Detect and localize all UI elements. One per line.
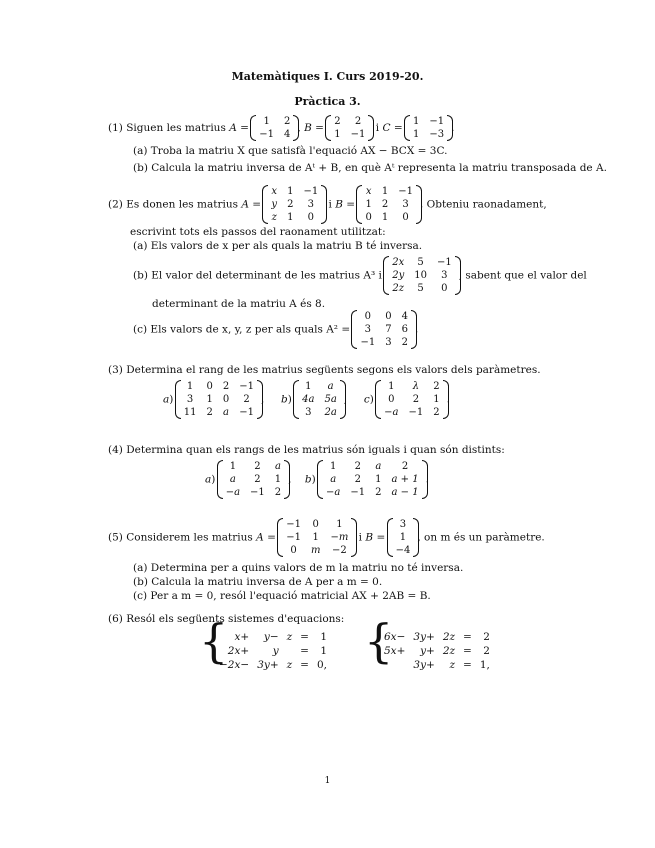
matrix-entry: 4a xyxy=(302,394,315,405)
equation-term: 3y+ xyxy=(413,631,435,643)
matrix-entry: 2 xyxy=(412,394,420,405)
matrix-entry: 0 xyxy=(364,311,372,322)
matrix-entry: 3 xyxy=(399,519,407,530)
equation-term xyxy=(380,658,409,672)
matrix-entry: 2 xyxy=(375,487,382,498)
matrix-entry: 2 xyxy=(222,381,230,392)
matrix-entry: −m xyxy=(330,532,349,543)
matrix-entry: 2 xyxy=(206,407,213,418)
matrix-B xyxy=(329,115,370,141)
matrix-entry: 1 xyxy=(365,199,372,210)
matrix-A xyxy=(254,115,295,141)
equation-term: 0, xyxy=(316,659,328,671)
problem-2c: (c) Els valors de x, y, z per als quals A² = 0 0 4 3 7 6 −1 3 2 . xyxy=(133,311,419,348)
matrix-entry: 1 xyxy=(381,186,389,197)
matrix-entry: 0 xyxy=(402,212,409,223)
equation-term: 1 xyxy=(320,631,328,643)
problem-5c: (c) Per a m = 0, resól l'equació matricial AX + 2AB = B. xyxy=(133,590,431,602)
matrix-entry: 2 xyxy=(334,116,341,127)
matrix-entry: 3 xyxy=(307,199,315,210)
matrix-entry: a − 1 xyxy=(391,487,419,498)
problem-number: (5) xyxy=(108,531,123,544)
matrix-C xyxy=(408,115,449,141)
matrix-entry: 2 xyxy=(433,381,440,392)
matrix-entry: 2a xyxy=(324,407,337,418)
matrix-2b xyxy=(387,256,457,295)
matrix-entry: −1 xyxy=(250,487,265,498)
matrix-entry: 1 xyxy=(334,129,341,140)
equation-system xyxy=(370,630,494,672)
matrix-entry: 0 xyxy=(222,394,230,405)
matrix-entry: 2x xyxy=(392,257,405,268)
matrix-entry: 2 xyxy=(354,461,361,472)
matrix-entry: 1 xyxy=(412,116,420,127)
problem-2a: (a) Els valors de x per als quals la matriu B té inversa. xyxy=(133,240,423,252)
equation-term: 3y+ xyxy=(257,659,279,671)
matrix-entry: 1 xyxy=(433,394,440,405)
problem-1a: (a) Troba la matriu X que satisfà l'equació AX − BCX = 3C. xyxy=(133,145,448,157)
matrix-entry: 1 xyxy=(305,381,312,392)
matrix-entry: a xyxy=(327,381,334,392)
problem-lead: Es donen les matrius xyxy=(126,198,238,211)
equation-term: = xyxy=(463,659,472,671)
matrix-entry: a xyxy=(223,407,229,418)
matrix-entry: −2 xyxy=(332,545,347,556)
equation-term: 2z xyxy=(442,631,456,643)
matrix-entry: 2 xyxy=(243,394,250,405)
matrix-entry: −1 xyxy=(436,257,452,268)
matrix-entry: 1 xyxy=(412,129,420,140)
equation-term: 2 xyxy=(483,645,490,657)
matrix-entry: 1 xyxy=(388,381,395,392)
problem-2b: (b) El valor del determinant de les matrius A³ i 2x 5 −1 2y 10 3 2z 5 0 , sabent que el valor del xyxy=(133,257,587,294)
equation-term: 5x+ xyxy=(384,645,406,657)
matrix-entry: 1 xyxy=(206,394,213,405)
problem-number: (6) xyxy=(108,613,123,625)
matrix-entry: −a xyxy=(225,487,241,498)
problem-4 xyxy=(108,444,505,456)
equation-term: 2z xyxy=(442,645,456,657)
equation-term: = xyxy=(300,631,309,643)
equation-term: { x+ xyxy=(234,631,250,643)
matrix-entry: 0 xyxy=(206,381,213,392)
problem-2b-cont: determinant de la matriu A és 8. xyxy=(152,298,326,310)
equation-term: z xyxy=(286,659,293,671)
matrix-entry: 1 xyxy=(381,212,389,223)
problem-number: (1) xyxy=(108,122,123,134)
equation-term: y− xyxy=(263,631,279,643)
matrix-entry: −a xyxy=(384,407,399,418)
equation-term: −2x− xyxy=(219,659,250,671)
matrix-entry: −a xyxy=(326,487,341,498)
matrix-entry: a xyxy=(229,474,236,485)
matrix-entry: 5a xyxy=(324,394,337,405)
equation-term: 1 xyxy=(320,645,328,657)
doc-subtitle: Pràctica 3. xyxy=(294,95,361,108)
matrix-entry: 1 xyxy=(399,532,407,543)
equation-term: = xyxy=(300,659,309,671)
matrix-entry: 4 xyxy=(401,311,408,322)
matrix-entry: z xyxy=(271,212,277,223)
matrix-entry: a xyxy=(330,474,337,485)
matrix-entry: −1 xyxy=(350,487,366,498)
problem-3-matrices: a) 1 0 2 −1 3 1 0 2 11 2 a −1 , b) 1 a 4a 5a 3 2a , c) 1 λ 2 0 2 1 −a −1 2 . xyxy=(163,381,450,418)
equation-system xyxy=(205,630,331,672)
matrix-4b xyxy=(321,460,424,499)
matrix-entry: 2 xyxy=(254,461,261,472)
matrix-entry: m xyxy=(310,545,321,556)
matrix-entry: 2 xyxy=(254,474,261,485)
matrix-entry: 5 xyxy=(417,257,424,268)
problem-number: (3) xyxy=(108,364,123,376)
matrix-entry: −1 xyxy=(408,407,424,418)
equation-term: = xyxy=(463,631,472,643)
matrix-B xyxy=(360,185,418,224)
matrix-3a xyxy=(179,380,259,419)
matrix-entry: a + 1 xyxy=(391,474,419,485)
problem-5: (5) Considerem les matrius A = −1 0 1 −1 1 −m 0 m −2 i B = 3 1 −4 , on m és un paràmetre. xyxy=(108,519,545,556)
matrix-entry: 2 xyxy=(381,199,389,210)
matrix-entry: 0 xyxy=(388,394,395,405)
equation-term xyxy=(283,644,297,658)
matrix-entry: 1 xyxy=(312,532,319,543)
matrix-entry: 1 xyxy=(274,474,282,485)
matrix-entry: −1 xyxy=(429,116,445,127)
matrix-entry: 7 xyxy=(385,324,392,335)
matrix-entry: 11 xyxy=(183,407,197,418)
equation-term: y+ xyxy=(420,645,435,657)
problem-number: (4) xyxy=(108,444,123,456)
matrix-entry: −3 xyxy=(429,129,445,140)
matrix-entry: −1 xyxy=(360,337,376,348)
matrix-A xyxy=(281,518,353,557)
matrix-entry: a xyxy=(375,461,382,472)
problem-4-matrices: a) 1 2 a a 2 1 −a −1 2 , b) 1 2 a 2 a 2 1 a + 1 −a −1 2 a − 1 . xyxy=(205,461,429,498)
problem-1: (1) Siguen les matrius A = 1 2 −1 4 , B = 2 2 1 −1 i C = 1 −1 1 −3 . xyxy=(108,116,455,140)
matrix-entry: 1 xyxy=(287,186,294,197)
equation-term: 3y+ xyxy=(413,659,435,671)
matrix-entry: 0 xyxy=(312,519,319,530)
matrix-B xyxy=(391,518,416,557)
problem-lead: Siguen les matrius xyxy=(126,122,226,134)
matrix-entry: 0 xyxy=(385,311,392,322)
equation-term: { 6x− xyxy=(384,631,406,643)
matrix-entry: 1 xyxy=(336,519,343,530)
matrix-entry: 1 xyxy=(375,474,382,485)
matrix-entry: 1 xyxy=(229,461,237,472)
matrix-entry: 10 xyxy=(414,270,427,281)
problem-lead: Considerem les matrius xyxy=(126,531,253,544)
problem-tail: . Obteniu raonadament, xyxy=(419,198,547,211)
matrix-entry: 6 xyxy=(401,324,408,335)
equation-term: y xyxy=(272,645,279,657)
matrix-entry: −1 xyxy=(259,129,275,140)
matrix-entry: 2 xyxy=(401,461,409,472)
matrix-entry: 3 xyxy=(441,270,448,281)
matrix-entry: 2 xyxy=(354,116,362,127)
matrix-entry: 2 xyxy=(433,407,440,418)
problem-tail: , on m és un paràmetre. xyxy=(417,531,545,544)
matrix-entry: 4 xyxy=(284,129,291,140)
matrix-entry: −1 xyxy=(239,381,254,392)
matrix-entry: 2z xyxy=(392,283,405,294)
matrix-entry: x xyxy=(271,186,278,197)
matrix-entry: 2 xyxy=(274,487,282,498)
matrix-entry: x xyxy=(365,186,372,197)
matrix-entry: 0 xyxy=(307,212,315,223)
matrix-entry: 2 xyxy=(287,199,294,210)
problem-6-system-1 xyxy=(205,630,331,672)
matrix-entry: a xyxy=(275,461,281,472)
matrix-3b xyxy=(297,380,342,419)
matrix-entry: 1 xyxy=(287,212,294,223)
matrix-entry: −1 xyxy=(286,519,301,530)
matrix-3c xyxy=(379,380,444,419)
matrix-entry: 0 xyxy=(290,545,297,556)
matrix-entry: 0 xyxy=(441,283,448,294)
matrix-2c xyxy=(355,310,413,349)
problem-2-cont: escrivint tots els passos del raonament utilitzat: xyxy=(130,226,386,238)
problem-lead: Determina el rang de les matrius següents segons els valors dels paràmetres. xyxy=(126,364,541,376)
problem-number: (2) xyxy=(108,198,123,211)
matrix-entry: 3 xyxy=(305,407,312,418)
matrix-entry: y xyxy=(271,199,278,210)
matrix-entry: 1 xyxy=(186,381,194,392)
equation-term: 2x+ xyxy=(227,645,250,657)
problem-1b: (b) Calcula la matriu inversa de Aᵗ + B, en què Aᵗ representa la matriu transposada de A. xyxy=(133,162,607,174)
matrix-entry: 2y xyxy=(392,270,405,281)
problem-2: (2) Es donen les matrius A = x 1 −1 y 2 3 z 1 0 i B = x 1 −1 1 2 3 0 1 0 . Obteniu raonadament, xyxy=(108,186,547,223)
matrix-entry: 0 xyxy=(365,212,372,223)
matrix-entry: −4 xyxy=(395,545,411,556)
doc-title: Matemàtiques I. Curs 2019-20. xyxy=(231,70,424,83)
equation-term: 1, xyxy=(479,659,490,671)
matrix-4a xyxy=(221,460,286,499)
matrix-entry: 2 xyxy=(284,116,291,127)
matrix-entry: 1 xyxy=(330,461,337,472)
equation-term: = xyxy=(300,645,309,657)
equation-term: z xyxy=(286,631,293,643)
page-number: 1 xyxy=(324,776,331,786)
matrix-entry: 3 xyxy=(402,199,409,210)
problem-lead: Determina quan els rangs de les matrius són iguals i quan són distints: xyxy=(126,444,505,456)
problem-3 xyxy=(108,364,541,376)
matrix-entry: λ xyxy=(412,381,420,392)
matrix-entry: −1 xyxy=(398,186,413,197)
problem-6-system-2 xyxy=(370,630,494,672)
problem-5a: (a) Determina per a quins valors de m la matriu no té inversa. xyxy=(133,562,464,574)
matrix-entry: −1 xyxy=(303,186,319,197)
matrix-entry: 3 xyxy=(186,394,194,405)
equation-term: z xyxy=(449,659,456,671)
matrix-A xyxy=(266,185,323,224)
matrix-entry: −1 xyxy=(286,532,301,543)
equation-term: 2 xyxy=(483,631,490,643)
equation-term: = xyxy=(463,645,472,657)
problem-lead: Resól els següents sistemes d'equacions: xyxy=(126,613,345,625)
matrix-entry: 1 xyxy=(263,116,270,127)
matrix-entry: −1 xyxy=(239,407,254,418)
matrix-entry: 2 xyxy=(401,337,408,348)
matrix-entry: −1 xyxy=(350,129,366,140)
matrix-entry: 3 xyxy=(364,324,372,335)
matrix-entry: 3 xyxy=(385,337,392,348)
problem-5b: (b) Calcula la matriu inversa de A per a m = 0. xyxy=(133,576,383,588)
matrix-entry: 5 xyxy=(417,283,424,294)
matrix-entry: 2 xyxy=(354,474,361,485)
